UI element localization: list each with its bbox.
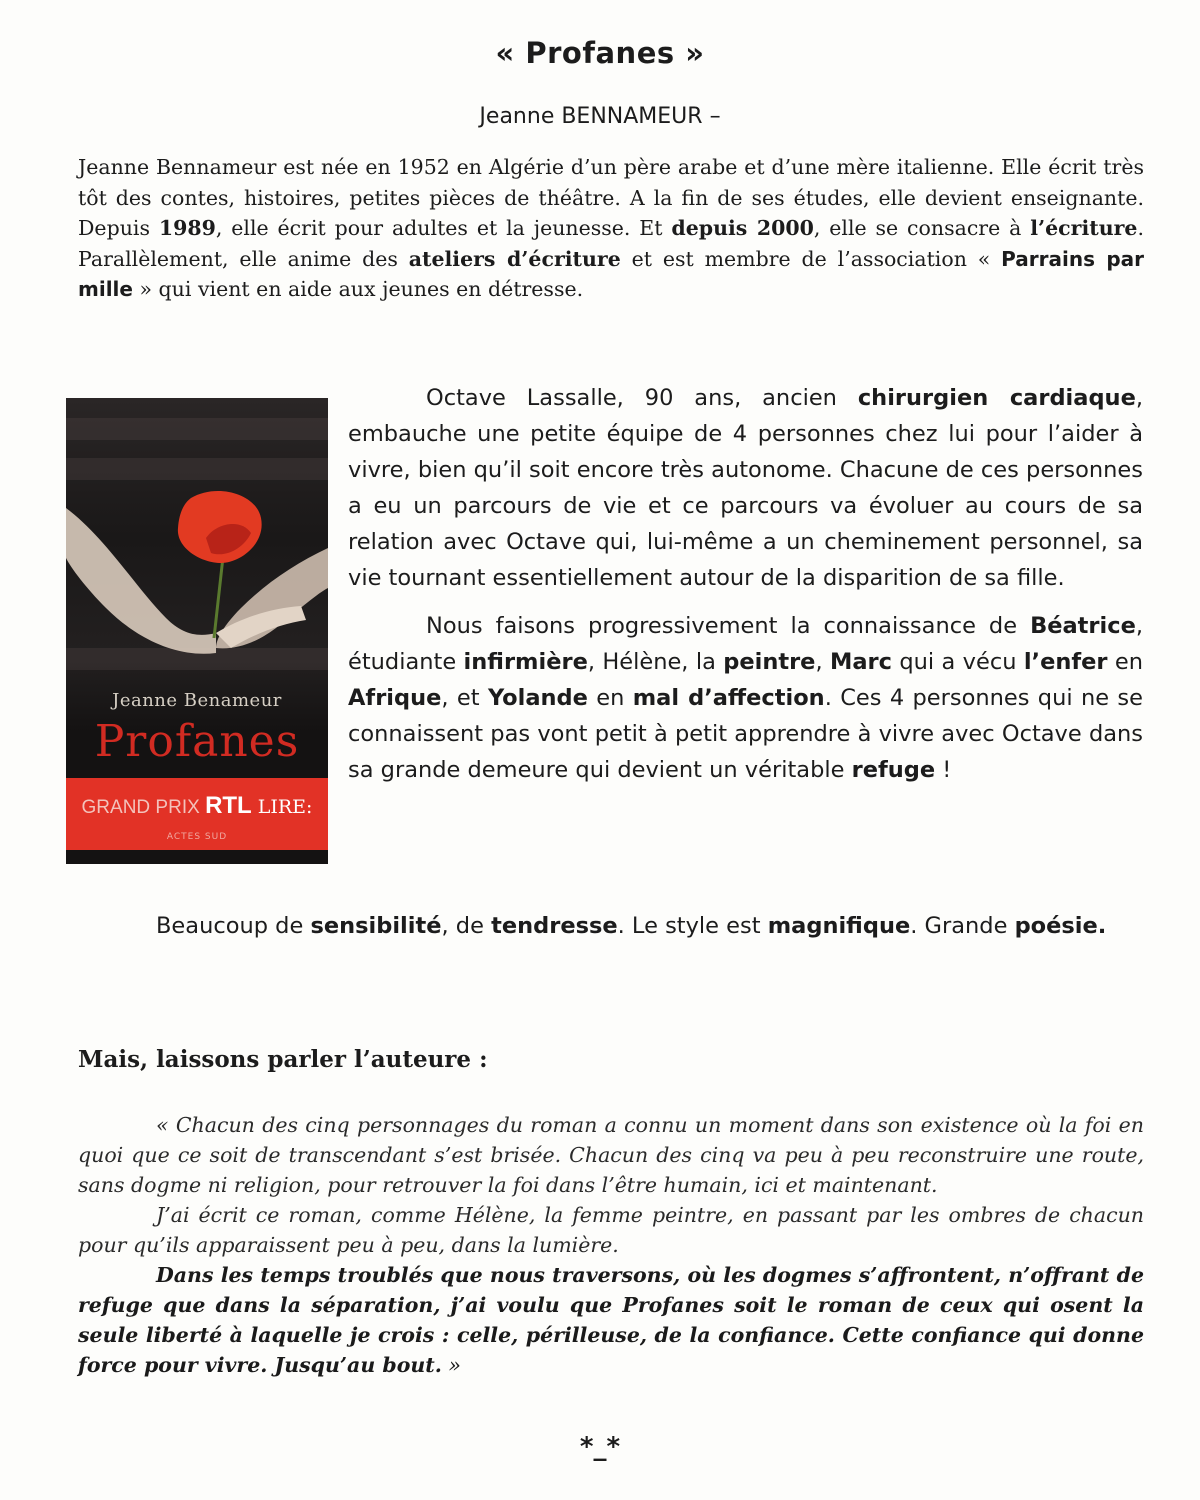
summary-bold: Béatrice (1030, 613, 1136, 639)
bio-bold: l’écriture (1030, 216, 1138, 240)
summary-bold: Yolande (487, 685, 588, 711)
bio-bold: ateliers d’écriture (408, 246, 621, 271)
lire-logo: LIRE: (251, 796, 313, 818)
poppy-hands-illustration (66, 488, 328, 658)
cover-publisher: ACTES SUD (166, 832, 228, 842)
summary-bold: peintre (723, 649, 816, 675)
summary-paragraph (348, 608, 1143, 788)
opinion-bold: sensibilité (310, 913, 442, 939)
summary-text: Nous faisons progressivement la connaissance de (426, 613, 1031, 639)
cover-author: Jeanne Benameur (112, 690, 282, 711)
bio-text: , elle se consacre à (813, 216, 1031, 240)
reviewer-opinion (78, 908, 1144, 945)
opinion-text: Beaucoup de (156, 913, 311, 939)
cover-stripe (66, 458, 328, 480)
opinion-bold: tendresse (491, 913, 618, 939)
prize-label (66, 792, 328, 820)
bio-text: , elle écrit pour adultes et la jeunesse. Et (215, 216, 672, 240)
page-title: « Profanes » (495, 36, 705, 70)
summary-text: en (587, 685, 633, 711)
summary-bold: mal d’affection (632, 685, 825, 711)
bio-text: et est membre de l’association « (620, 246, 1002, 271)
opinion-text: , de (441, 913, 492, 939)
summary-bold: chirurgien cardiaque (857, 385, 1136, 411)
book-cover (66, 398, 328, 864)
summary-text: , et (441, 685, 488, 711)
bio-text: Jeanne Bennameur est née en 1952 en Algérie d’un père arabe et d’une mère italienne. Elle écrit très tôt des contes, histoires, petites pièces de théâtre. A la fin de ses études, elle devient enseignante. Depuis (78, 155, 1144, 240)
section-heading: Mais, laissons parler l’auteure : (78, 1046, 488, 1073)
summary-text: ! (935, 757, 952, 783)
summary-bold: refuge (851, 757, 936, 783)
author-biography (78, 152, 1144, 305)
bio-bold: depuis 2000 (671, 216, 814, 240)
quote-paragraph: « Chacun des cinq personnages du roman a connu un moment dans son existence où la foi en quoi que ce soit de transcendant s’est brisée. Chacun des cinq va peu à peu reconstruire une route, sans dogme ni religion, pour retrouver la foi dans l’être humain, ici et maintenant. (78, 1113, 1144, 1197)
opinion-text: . Le style est (617, 913, 768, 939)
quote-paragraph-bold (78, 1260, 1144, 1380)
cover-stripe (66, 418, 328, 440)
book-summary (348, 380, 1143, 800)
summary-text: . Ces 4 personnes qui ne se connaissent pas vont petit à petit apprendre à vivre avec Octave dans sa grande demeure qui devient un véritable (348, 685, 1143, 783)
summary-text: , (815, 649, 830, 675)
bio-bold: 1989 (158, 216, 216, 240)
prize-prefix: GRAND PRIX (81, 797, 206, 818)
association-name: Parrains par mille (78, 246, 1144, 301)
summary-paragraph (348, 380, 1143, 596)
summary-bold: infirmière (463, 649, 588, 675)
opinion-bold: poésie. (1014, 913, 1107, 939)
summary-bold: Afrique (348, 685, 442, 711)
quote-paragraph: J’ai écrit ce roman, comme Hélène, la femme peintre, en passant par les ombres de chacun pour qu’ils apparaissent peu à peu, dans la lumière. (78, 1203, 1144, 1257)
summary-text: qui a vécu (892, 649, 1024, 675)
rtl-logo: RTL (205, 792, 252, 819)
section-separator: *_* (579, 1432, 621, 1462)
opinion-bold: magnifique (767, 913, 911, 939)
quote-bold-text: Dans les temps troublés que nous traversons, où les dogmes s’affrontent, n’offrant de refuge que dans la séparation, j’ai voulu que Profanes soit le roman de ceux qui osent la seule liberté à laquelle je crois : celle, périlleuse, de la confiance. Cette confiance qui donne force pour vivre. Jusqu’au bout. (78, 1263, 1144, 1377)
summary-text: en (1107, 649, 1144, 675)
author-line: Jeanne BENNAMEUR – (479, 104, 721, 129)
summary-bold: Marc (829, 649, 892, 675)
bio-text: . Parallèlement, elle anime des (78, 216, 1144, 271)
cover-title: Profanes (94, 716, 300, 767)
summary-text: , embauche une petite équipe de 4 personnes chez lui pour l’aider à vivre, bien qu’il soit encore très autonome. Chacune de ces personnes a eu un parcours de vie et ce parcours va évoluer au cours de sa relation avec Octave qui, lui-même a un cheminement personnel, sa vie tournant essentiellement autour de la disparition de sa fille. (348, 385, 1143, 591)
summary-text: , Hélène, la (587, 649, 724, 675)
quote-close: » (441, 1353, 461, 1377)
author-quote (78, 1110, 1144, 1380)
summary-text: , étudiante (348, 613, 1143, 675)
summary-bold: l’enfer (1023, 649, 1108, 675)
bio-text: » qui vient en aide aux jeunes en détresse. (132, 277, 584, 301)
summary-text: Octave Lassalle, 90 ans, ancien (426, 385, 858, 411)
opinion-text: . Grande (910, 913, 1015, 939)
